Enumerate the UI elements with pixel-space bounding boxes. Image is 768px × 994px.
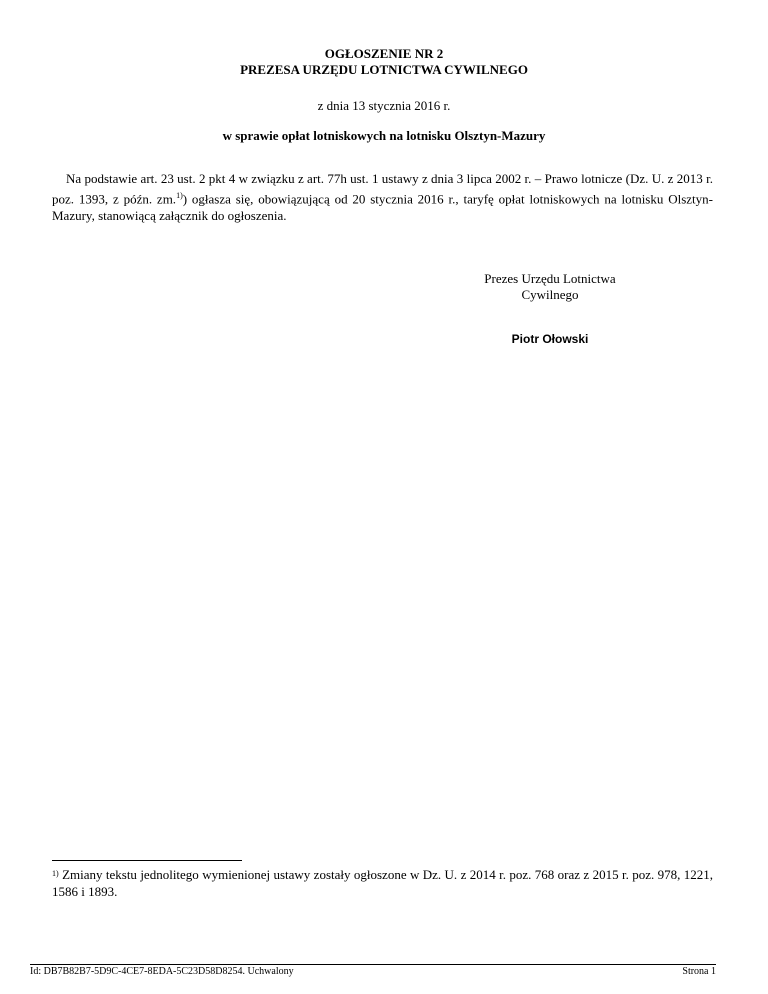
title-line-2: PREZESA URZĘDU LOTNICTWA CYWILNEGO — [240, 62, 528, 77]
signer-position-line-2: Cywilnego — [521, 287, 579, 302]
footer-page-number: Strona 1 — [682, 966, 716, 977]
footer-document-id: Id: DB7B82B7-5D9C-4CE7-8EDA-5C23D58D8254. Uchwalony — [30, 966, 294, 977]
body-paragraph — [52, 170, 713, 224]
body-text-end: ) ogłasza się, obowiązującą od 20 stycznia 2016 r., taryfę opłat lotniskowych na lotnisku Olsztyn-Mazury, stanowiącą załącznik do ogłoszenia. — [52, 191, 713, 224]
title-line-1: OGŁOSZENIE NR 2 — [324, 46, 444, 61]
body-text-start: Na podstawie art. 23 ust. 2 pkt 4 w związku z art. 77h ust. 1 ustawy z dnia 3 lipca 2002 r. – Prawo lotnicze (Dz. U. z 2013 r. poz. 1393, z późn. zm. — [52, 171, 713, 207]
document-date: z dnia 13 stycznia 2016 r. — [317, 98, 451, 113]
footer-divider — [30, 964, 716, 965]
footnote-divider — [52, 860, 242, 861]
signer-name: Piotr Ołowski — [511, 332, 589, 346]
footnote-mark: 1) — [52, 869, 59, 878]
signer-position-line-1: Prezes Urzędu Lotnictwa — [484, 271, 616, 286]
footnote-reference: 1) — [176, 191, 183, 200]
signature-block — [440, 271, 660, 303]
document-title — [0, 46, 768, 78]
footnote-text: Zmiany tekstu jednolitego wymienionej ustawy zostały ogłoszone w Dz. U. z 2014 r. poz. 768 oraz z 2015 r. poz. 978, 1221, 1586 i 1893. — [52, 867, 713, 899]
document-subject: w sprawie opłat lotniskowych na lotnisku Olsztyn-Mazury — [222, 128, 546, 143]
footnote — [52, 866, 713, 900]
